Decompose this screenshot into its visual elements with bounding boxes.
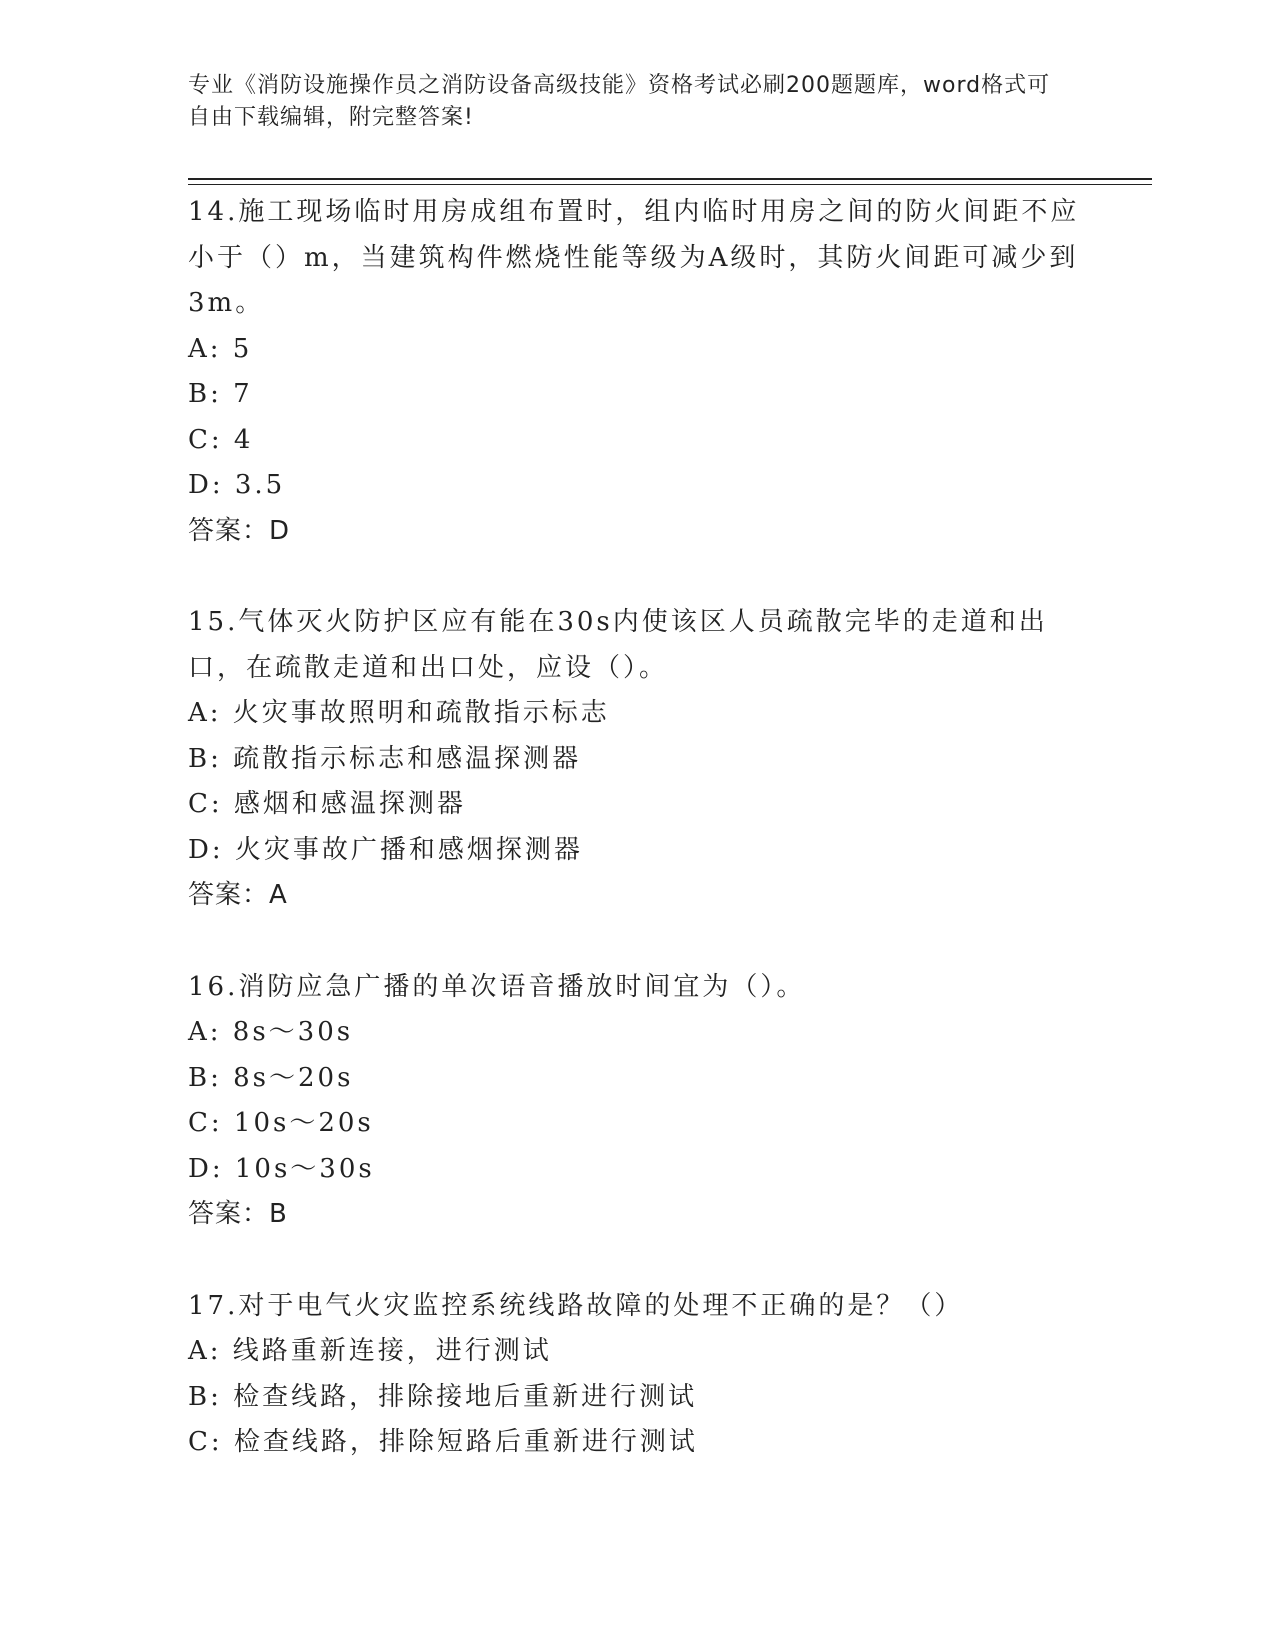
answer-line: 答案：A [188, 880, 288, 910]
question-17 [188, 1284, 1088, 1466]
option-b: B: 检查线路，排除接地后重新进行测试 [188, 1381, 698, 1412]
question-stem: 14.施工现场临时用房成组布置时，组内临时用房之间的防火间距不应小于（）m，当建筑构件燃烧性能等级为A级时，其防火间距可减少到3m。 [188, 197, 1080, 318]
question-stem: 17.对于电气火灾监控系统线路故障的处理不正确的是？（） [188, 1290, 964, 1321]
question-spacer [188, 1238, 1088, 1284]
question-14 [188, 190, 1088, 554]
option-b: B: 疏散指示标志和感温探测器 [188, 743, 582, 774]
question-15 [188, 600, 1088, 919]
question-stem: 16.消防应急广播的单次语音播放时间宜为（）。 [188, 971, 806, 1002]
option-a: A: 线路重新连接，进行测试 [188, 1336, 552, 1366]
question-stem: 15.气体灭火防护区应有能在30s内使该区人员疏散完毕的走道和出口，在疏散走道和出口处，应设（）。 [188, 607, 1048, 683]
question-16 [188, 965, 1088, 1238]
option-a: A: 8s～30s [188, 1017, 354, 1047]
option-d: D: 火灾事故广播和感烟探测器 [188, 834, 583, 865]
option-c: C: 检查线路，排除短路后重新进行测试 [188, 1427, 698, 1457]
option-b: B: 8s～20s [188, 1062, 354, 1093]
option-a: A: 5 [188, 333, 253, 364]
option-d: D: 10s～30s [188, 1153, 375, 1184]
option-b: B: 7 [188, 379, 253, 409]
answer-line: 答案：D [188, 515, 291, 546]
option-c: C: 感烟和感温探测器 [188, 789, 466, 819]
header-rule-thin [188, 184, 1152, 185]
option-c: C: 4 [188, 424, 254, 455]
question-spacer [188, 554, 1088, 600]
option-d: D: 3.5 [188, 470, 286, 500]
option-c: C: 10s～20s [188, 1108, 374, 1138]
answer-line: 答案：B [188, 1199, 288, 1229]
header-rule-thick [188, 178, 1152, 180]
option-a: A: 火灾事故照明和疏散指示标志 [188, 698, 610, 728]
question-list [188, 190, 1088, 1466]
question-spacer [188, 919, 1088, 965]
document-header: 专业《消防设施操作员之消防设备高级技能》资格考试必刷200题题库，word格式可自由下载编辑，附完整答案! [188, 73, 1051, 130]
